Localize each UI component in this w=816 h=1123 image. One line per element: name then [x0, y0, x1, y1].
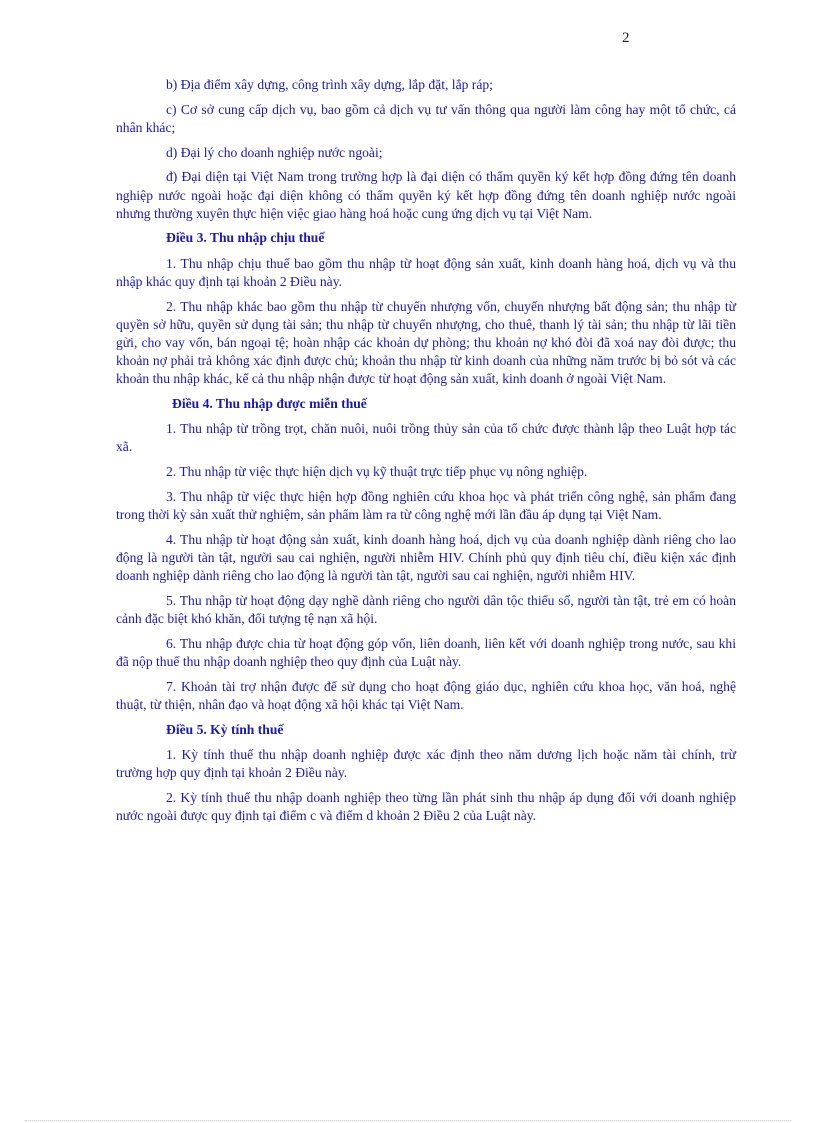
paragraph-point-d: d) Đại lý cho doanh nghiệp nước ngoài; — [166, 144, 383, 160]
article-4-clause-6: 6. Thu nhập được chia từ hoạt động góp vốn, liên doanh, liên kết với doanh nghiệp trong nước, sau khi đã nộp thuế thu nhập doanh nghiệp theo quy định của Luật này. — [116, 635, 736, 669]
paragraph-point-c: c) Cơ sở cung cấp dịch vụ, bao gồm cả dịch vụ tư vấn thông qua người làm công hay một tổ chức, cá nhân khác; — [116, 101, 736, 135]
article-3-clause-2: 2. Thu nhập khác bao gồm thu nhập từ chuyển nhượng vốn, chuyển nhượng bất động sản; thu nhập từ quyền sở hữu, quyền sử dụng tài sản; thu nhập từ chuyển nhượng, cho thuê, thanh lý tài sản; thu nhập từ lãi tiền gửi, cho vay vốn, bán ngoại tệ; hoàn nhập các khoản dự phòng; thu khoản nợ khó đòi đã xoá nay đòi được; thu khoản nợ phải trả không xác định được chủ; khoản thu nhập từ kinh doanh của những năm trước bị bỏ sót và các khoản thu nhập khác, kể cả thu nhập nhận được từ hoạt động sản xuất, kinh doanh ở ngoài Việt Nam. — [116, 298, 736, 387]
article-3-heading: Điều 3. Thu nhập chịu thuế — [166, 230, 325, 246]
article-4-clause-2: 2. Thu nhập từ việc thực hiện dịch vụ kỹ thuật trực tiếp phục vụ nông nghiệp. — [166, 464, 588, 480]
article-4-clause-3: 3. Thu nhập từ việc thực hiện hợp đồng nghiên cứu khoa học và phát triển công nghệ, sản phẩm đang trong thời kỳ sản xuất thử nghiệm, sản phẩm làm ra từ công nghệ mới lần đầu áp dụng tại Việt Nam. — [116, 488, 736, 523]
article-4-clause-7: 7. Khoản tài trợ nhận được để sử dụng cho hoạt động giáo dục, nghiên cứu khoa học, văn hoá, nghệ thuật, từ thiện, nhân đạo và hoạt động xã hội khác tại Việt Nam. — [116, 678, 736, 712]
article-5-clause-1: 1. Kỳ tính thuế thu nhập doanh nghiệp được xác định theo năm dương lịch hoặc năm tài chính, trừ trường hợp quy định tại khoản 2 Điều này. — [116, 746, 736, 780]
article-5-heading: Điều 5. Kỳ tính thuế — [166, 721, 284, 737]
page-number: 2 — [622, 30, 630, 46]
article-4-clause-4: 4. Thu nhập từ hoạt động sản xuất, kinh doanh hàng hoá, dịch vụ của doanh nghiệp dành riêng cho lao động là người tàn tật, người sau cai nghiện, người nhiễm HIV. Chính phủ quy định tiêu chí, điều kiện xác định doanh nghiệp dành riêng cho lao động là người tàn tật, người sau cai nghiện, người nhiễm HIV. — [116, 531, 736, 584]
page-bottom-divider — [25, 1120, 791, 1121]
paragraph-point-dd: đ) Đại diện tại Việt Nam trong trường hợp là đại diện có thẩm quyền ký kết hợp đồng đứng tên doanh nghiệp nước ngoài hoặc đại diện không có thẩm quyền ký kết hợp đồng đứng tên doanh nghiệp nước ngoài nhưng thường xuyên thực hiện việc giao hàng hoá hoặc cung ứng dịch vụ tại Việt Nam. — [116, 169, 736, 221]
paragraph-point-b: b) Địa điểm xây dựng, công trình xây dựng, lắp đặt, lắp ráp; — [166, 77, 493, 92]
article-4-heading: Điều 4. Thu nhập được miễn thuế — [172, 396, 367, 412]
document-body — [116, 76, 736, 832]
article-4-clause-1: 1. Thu nhập từ trồng trọt, chăn nuôi, nuôi trồng thủy sản của tổ chức được thành lập theo Luật hợp tác xã. — [116, 421, 736, 455]
article-4-clause-5: 5. Thu nhập từ hoạt động dạy nghề dành riêng cho người dân tộc thiểu số, người tàn tật, trẻ em có hoàn cảnh đặc biệt khó khăn, đối tượng tệ nạn xã hội. — [116, 592, 736, 627]
article-5-clause-2: 2. Kỳ tính thuế thu nhập doanh nghiệp theo từng lần phát sinh thu nhập áp dụng đối với doanh nghiệp nước ngoài được quy định tại điểm c và điểm d khoản 2 Điều 2 của Luật này. — [116, 789, 736, 823]
article-3-clause-1: 1. Thu nhập chịu thuế bao gồm thu nhập từ hoạt động sản xuất, kinh doanh hàng hoá, dịch vụ và thu nhập khác quy định tại khoản 2 Điều này. — [116, 255, 736, 289]
